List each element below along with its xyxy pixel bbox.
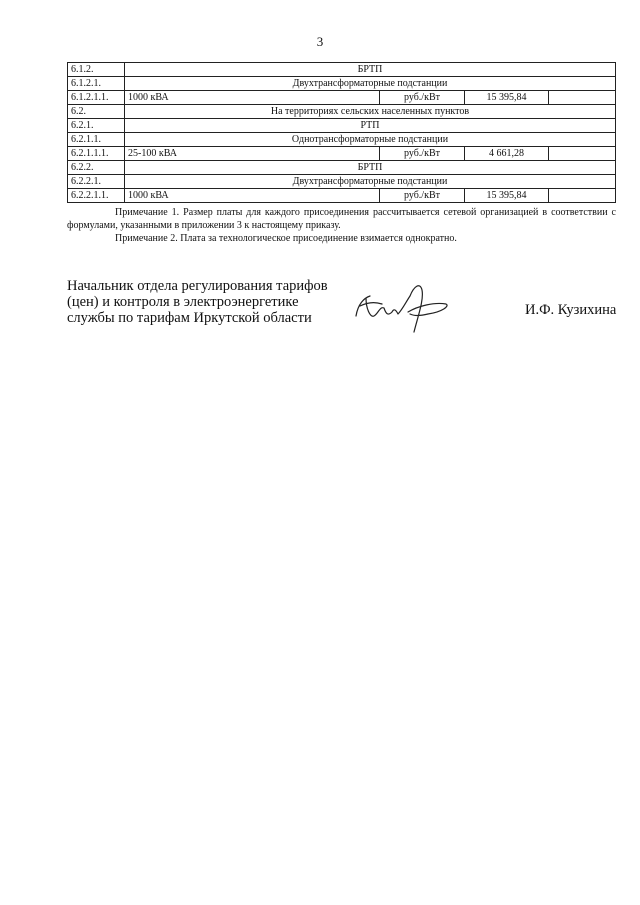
row-heading: Однотрансформаторные подстанции bbox=[125, 133, 616, 147]
row-unit: руб./кВт bbox=[380, 147, 465, 161]
table-row bbox=[68, 77, 616, 91]
note-2: Примечание 2. Плата за технологическое присоединение взимается однократно. bbox=[115, 233, 457, 244]
row-heading: Двухтрансформаторные подстанции bbox=[125, 77, 616, 91]
table-row bbox=[68, 119, 616, 133]
row-description: 25-100 кВА bbox=[125, 147, 380, 161]
tariff-table bbox=[67, 62, 616, 203]
row-code: 6.2.2.1. bbox=[68, 175, 125, 189]
row-code: 6.2.1.1.1. bbox=[68, 147, 125, 161]
row-value: 15 395,84 bbox=[465, 189, 549, 203]
signatory-name: И.Ф. Кузихина bbox=[525, 302, 617, 318]
row-description: 1000 кВА bbox=[125, 189, 380, 203]
signatory-title bbox=[67, 278, 328, 326]
table-row bbox=[68, 63, 616, 77]
table-row bbox=[68, 91, 616, 105]
table-row bbox=[68, 161, 616, 175]
notes-section bbox=[67, 206, 616, 245]
row-unit: руб./кВт bbox=[380, 91, 465, 105]
table-row bbox=[68, 147, 616, 161]
row-heading: Двухтрансформаторные подстанции bbox=[125, 175, 616, 189]
row-heading: На территориях сельских населенных пунктов bbox=[125, 105, 616, 119]
row-code: 6.2. bbox=[68, 105, 125, 119]
signatory-title-line: (цен) и контроля в электроэнергетике bbox=[67, 294, 299, 310]
row-value: 15 395,84 bbox=[465, 91, 549, 105]
signatory-title-line: Начальник отдела регулирования тарифов bbox=[67, 278, 328, 294]
row-code: 6.1.2.1. bbox=[68, 77, 125, 91]
handwritten-signature bbox=[348, 276, 458, 336]
table-row bbox=[68, 175, 616, 189]
row-empty-cell bbox=[549, 147, 616, 161]
row-empty-cell bbox=[549, 91, 616, 105]
row-unit: руб./кВт bbox=[380, 189, 465, 203]
table-row bbox=[68, 105, 616, 119]
signatory-title-line: службы по тарифам Иркутской области bbox=[67, 310, 312, 326]
row-description: 1000 кВА bbox=[125, 91, 380, 105]
note-1: Примечание 1. Размер платы для каждого присоединения рассчитывается сетевой организацией в соответствии с формулами, указанными в приложении 3 к настоящему приказу. bbox=[67, 207, 616, 231]
row-heading: БРТП bbox=[125, 63, 616, 77]
row-code: 6.2.2. bbox=[68, 161, 125, 175]
row-code: 6.1.2.1.1. bbox=[68, 91, 125, 105]
page-number: 3 bbox=[316, 34, 324, 49]
row-code: 6.2.1.1. bbox=[68, 133, 125, 147]
row-heading: РТП bbox=[125, 119, 616, 133]
row-code: 6.2.1. bbox=[68, 119, 125, 133]
row-code: 6.1.2. bbox=[68, 63, 125, 77]
row-empty-cell bbox=[549, 189, 616, 203]
table-row bbox=[68, 133, 616, 147]
table-row bbox=[68, 189, 616, 203]
row-heading: БРТП bbox=[125, 161, 616, 175]
row-code: 6.2.2.1.1. bbox=[68, 189, 125, 203]
row-value: 4 661,28 bbox=[465, 147, 549, 161]
